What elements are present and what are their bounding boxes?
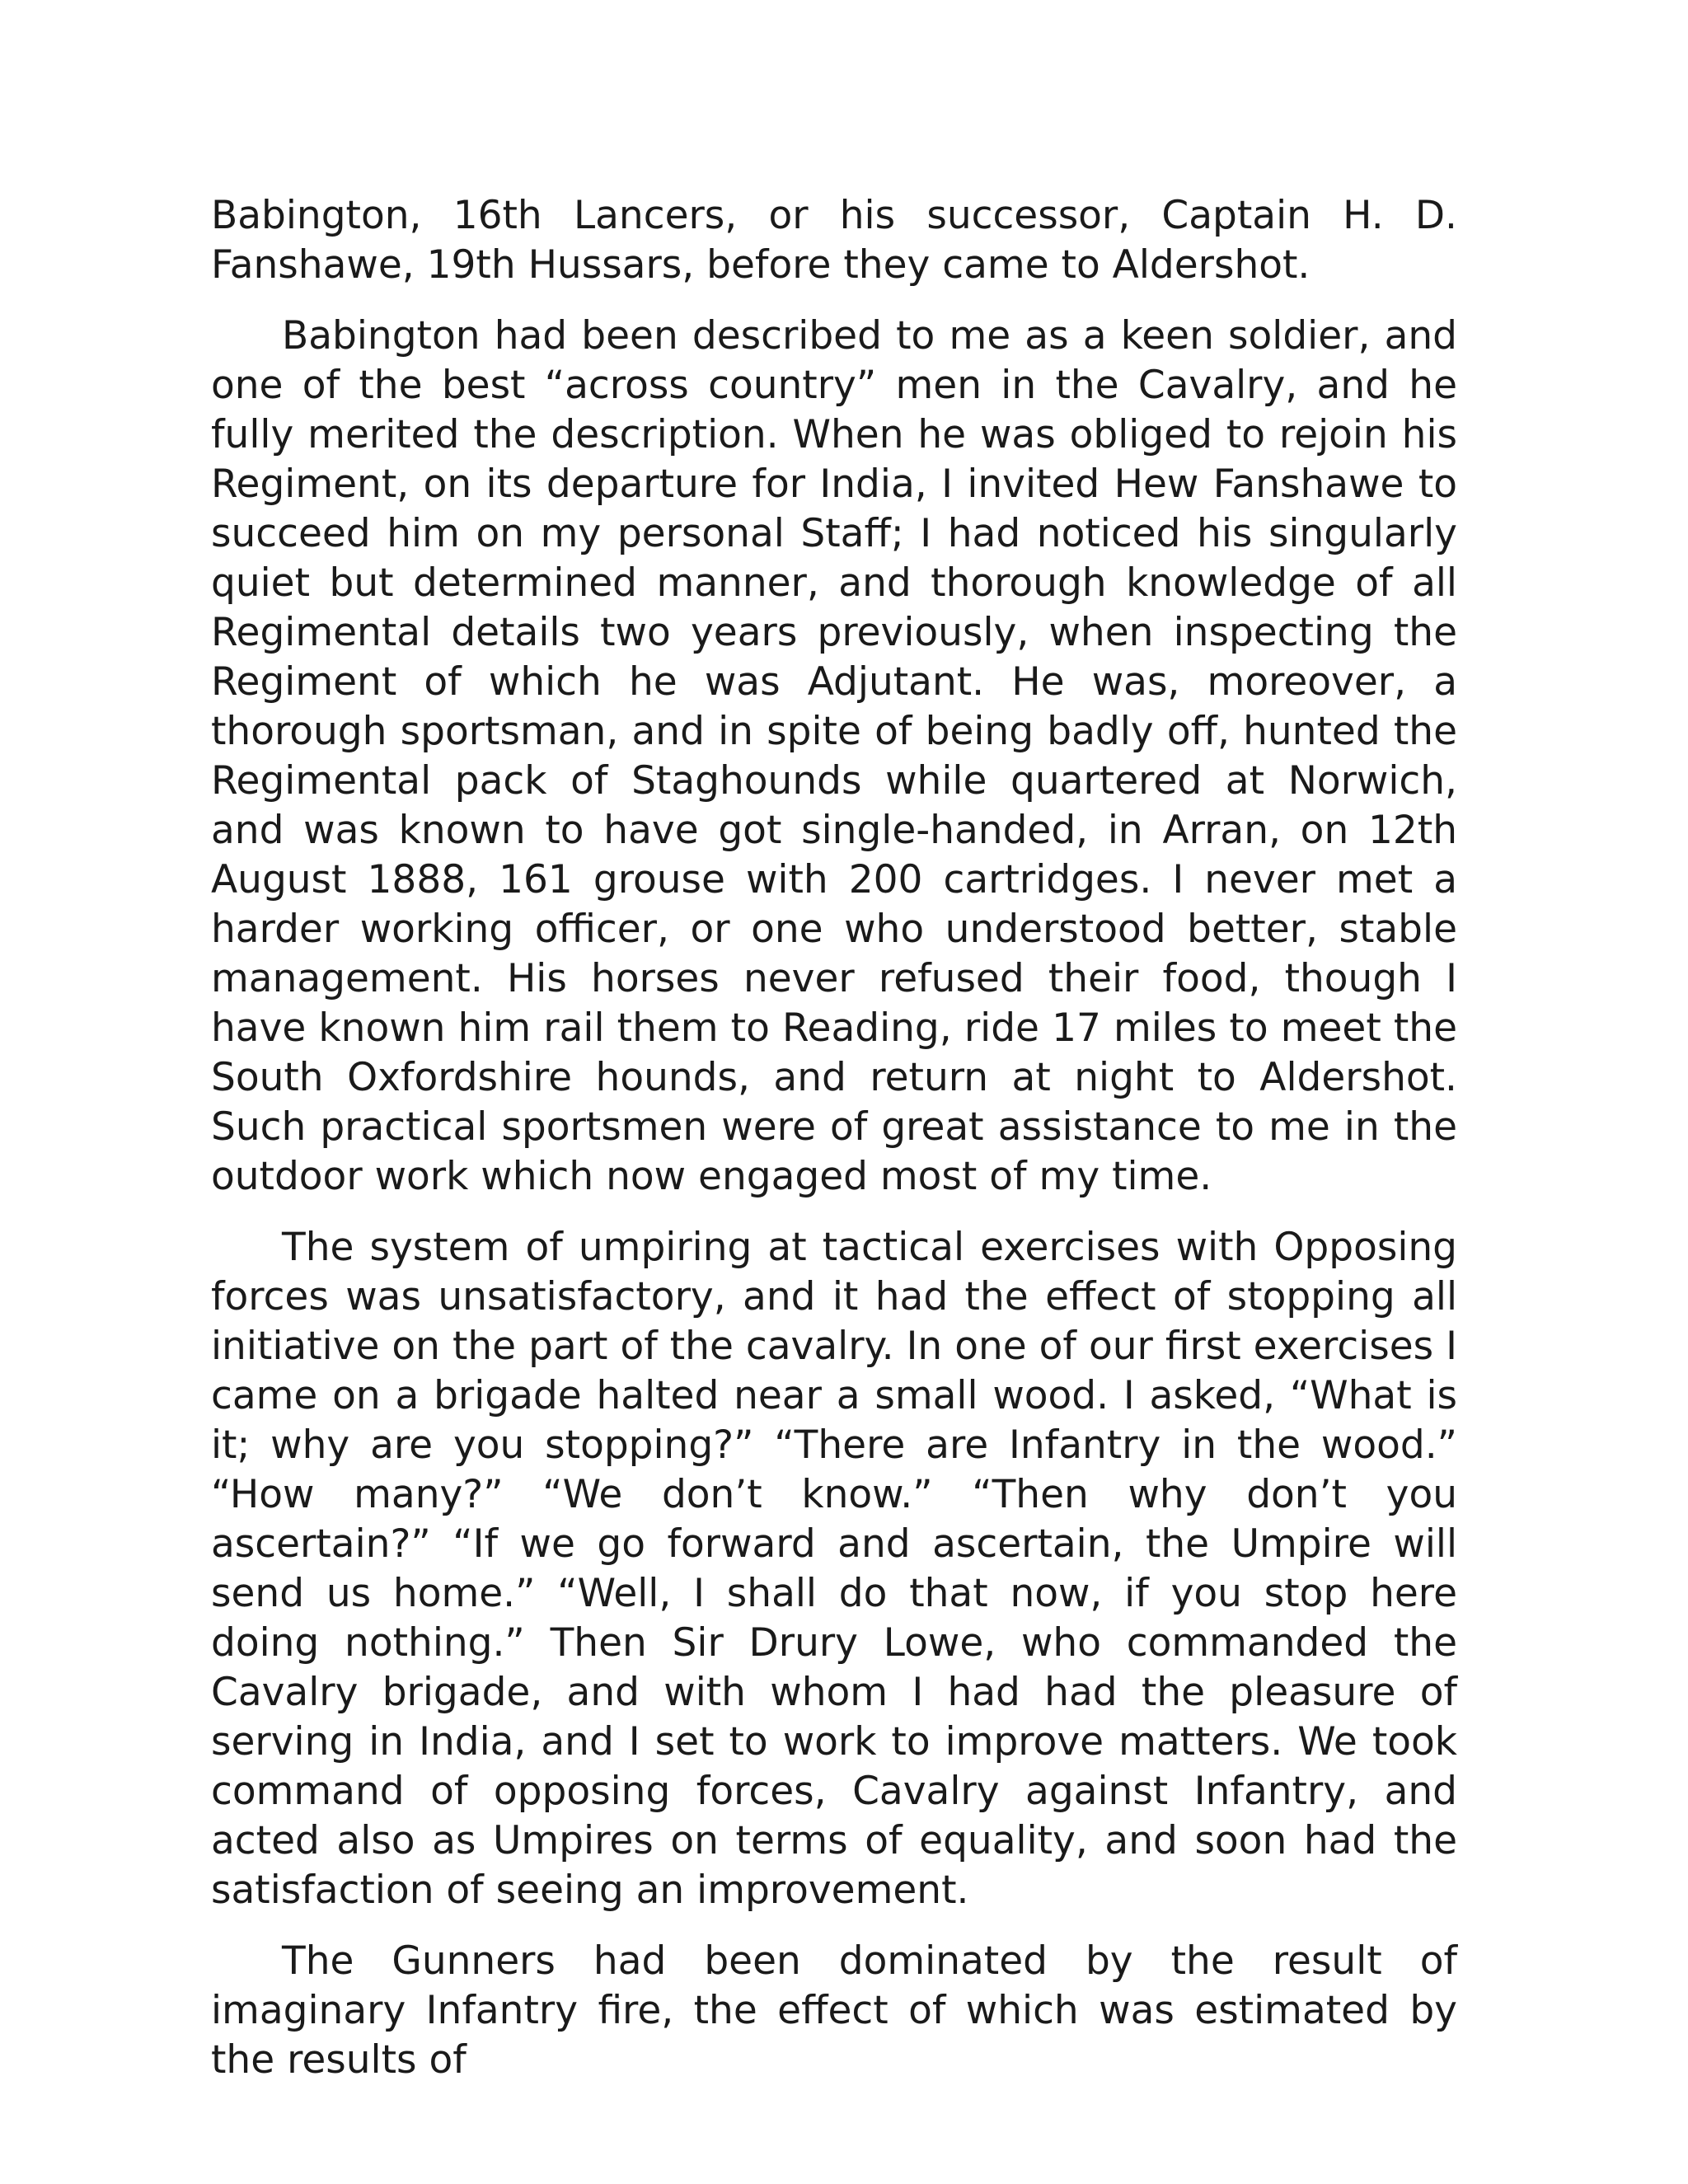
paragraph-babington: Babington had been described to me as a keen soldier, and one of the best “across country” men in the Cavalry, and he fully merited the description. When he was obliged to rejoin his Regiment, on its departure for India, I invited Hew Fanshawe to succeed him on my personal Staff; I had noticed his singularly quiet but determined manner, and thorough knowledge of all Regimental details two years previously, when inspecting the Regiment of which he was Adjutant. He was, moreover, a thorough sportsman, and in spite of being badly off, hunted the Regimental pack of Staghounds while quartered at Norwich, and was known to have got single-handed, in Arran, on 12th August 1888, 161 grouse with 200 cartridges. I never met a harder working officer, or one who understood better, stable management. His horses never refused their food, though I have known him rail them to Reading, ride 17 miles to meet the South Oxfordshire hounds, and return at night to Aldershot. Such practical sportsmen were of great assistance to me in the outdoor work which now engaged most of my time. [211, 313, 1457, 1199]
paragraph-gunners: The Gunners had been dominated by the result of imaginary Infantry fire, the effect of which was estimated by the results of [211, 1938, 1457, 2083]
document-page [211, 191, 1457, 2107]
paragraph-umpiring: The system of umpiring at tactical exercises with Opposing forces was unsatisfactory, and it had the effect of stopping all initiative on the part of the cavalry. In one of our first exercises I came on a brigade halted near a small wood. I asked, “What is it; why are you stopping?” “There are Infantry in the wood.” “How many?” “We don’t know.” “Then why don’t you ascertain?” “If we go forward and ascertain, the Umpire will send us home.” “Well, I shall do that now, if you stop here doing nothing.” Then Sir Drury Lowe, who commanded the Cavalry brigade, and with whom I had had the pleasure of serving in India, and I set to work to improve matters. We took command of opposing forces, Cavalry against Infantry, and acted also as Umpires on terms of equality, and soon had the satisfaction of seeing an improvement. [211, 1225, 1457, 1913]
paragraph-continued: Babington, 16th Lancers, or his successor, Captain H. D. Fanshawe, 19th Hussars, before they came to Aldershot. [211, 193, 1457, 288]
